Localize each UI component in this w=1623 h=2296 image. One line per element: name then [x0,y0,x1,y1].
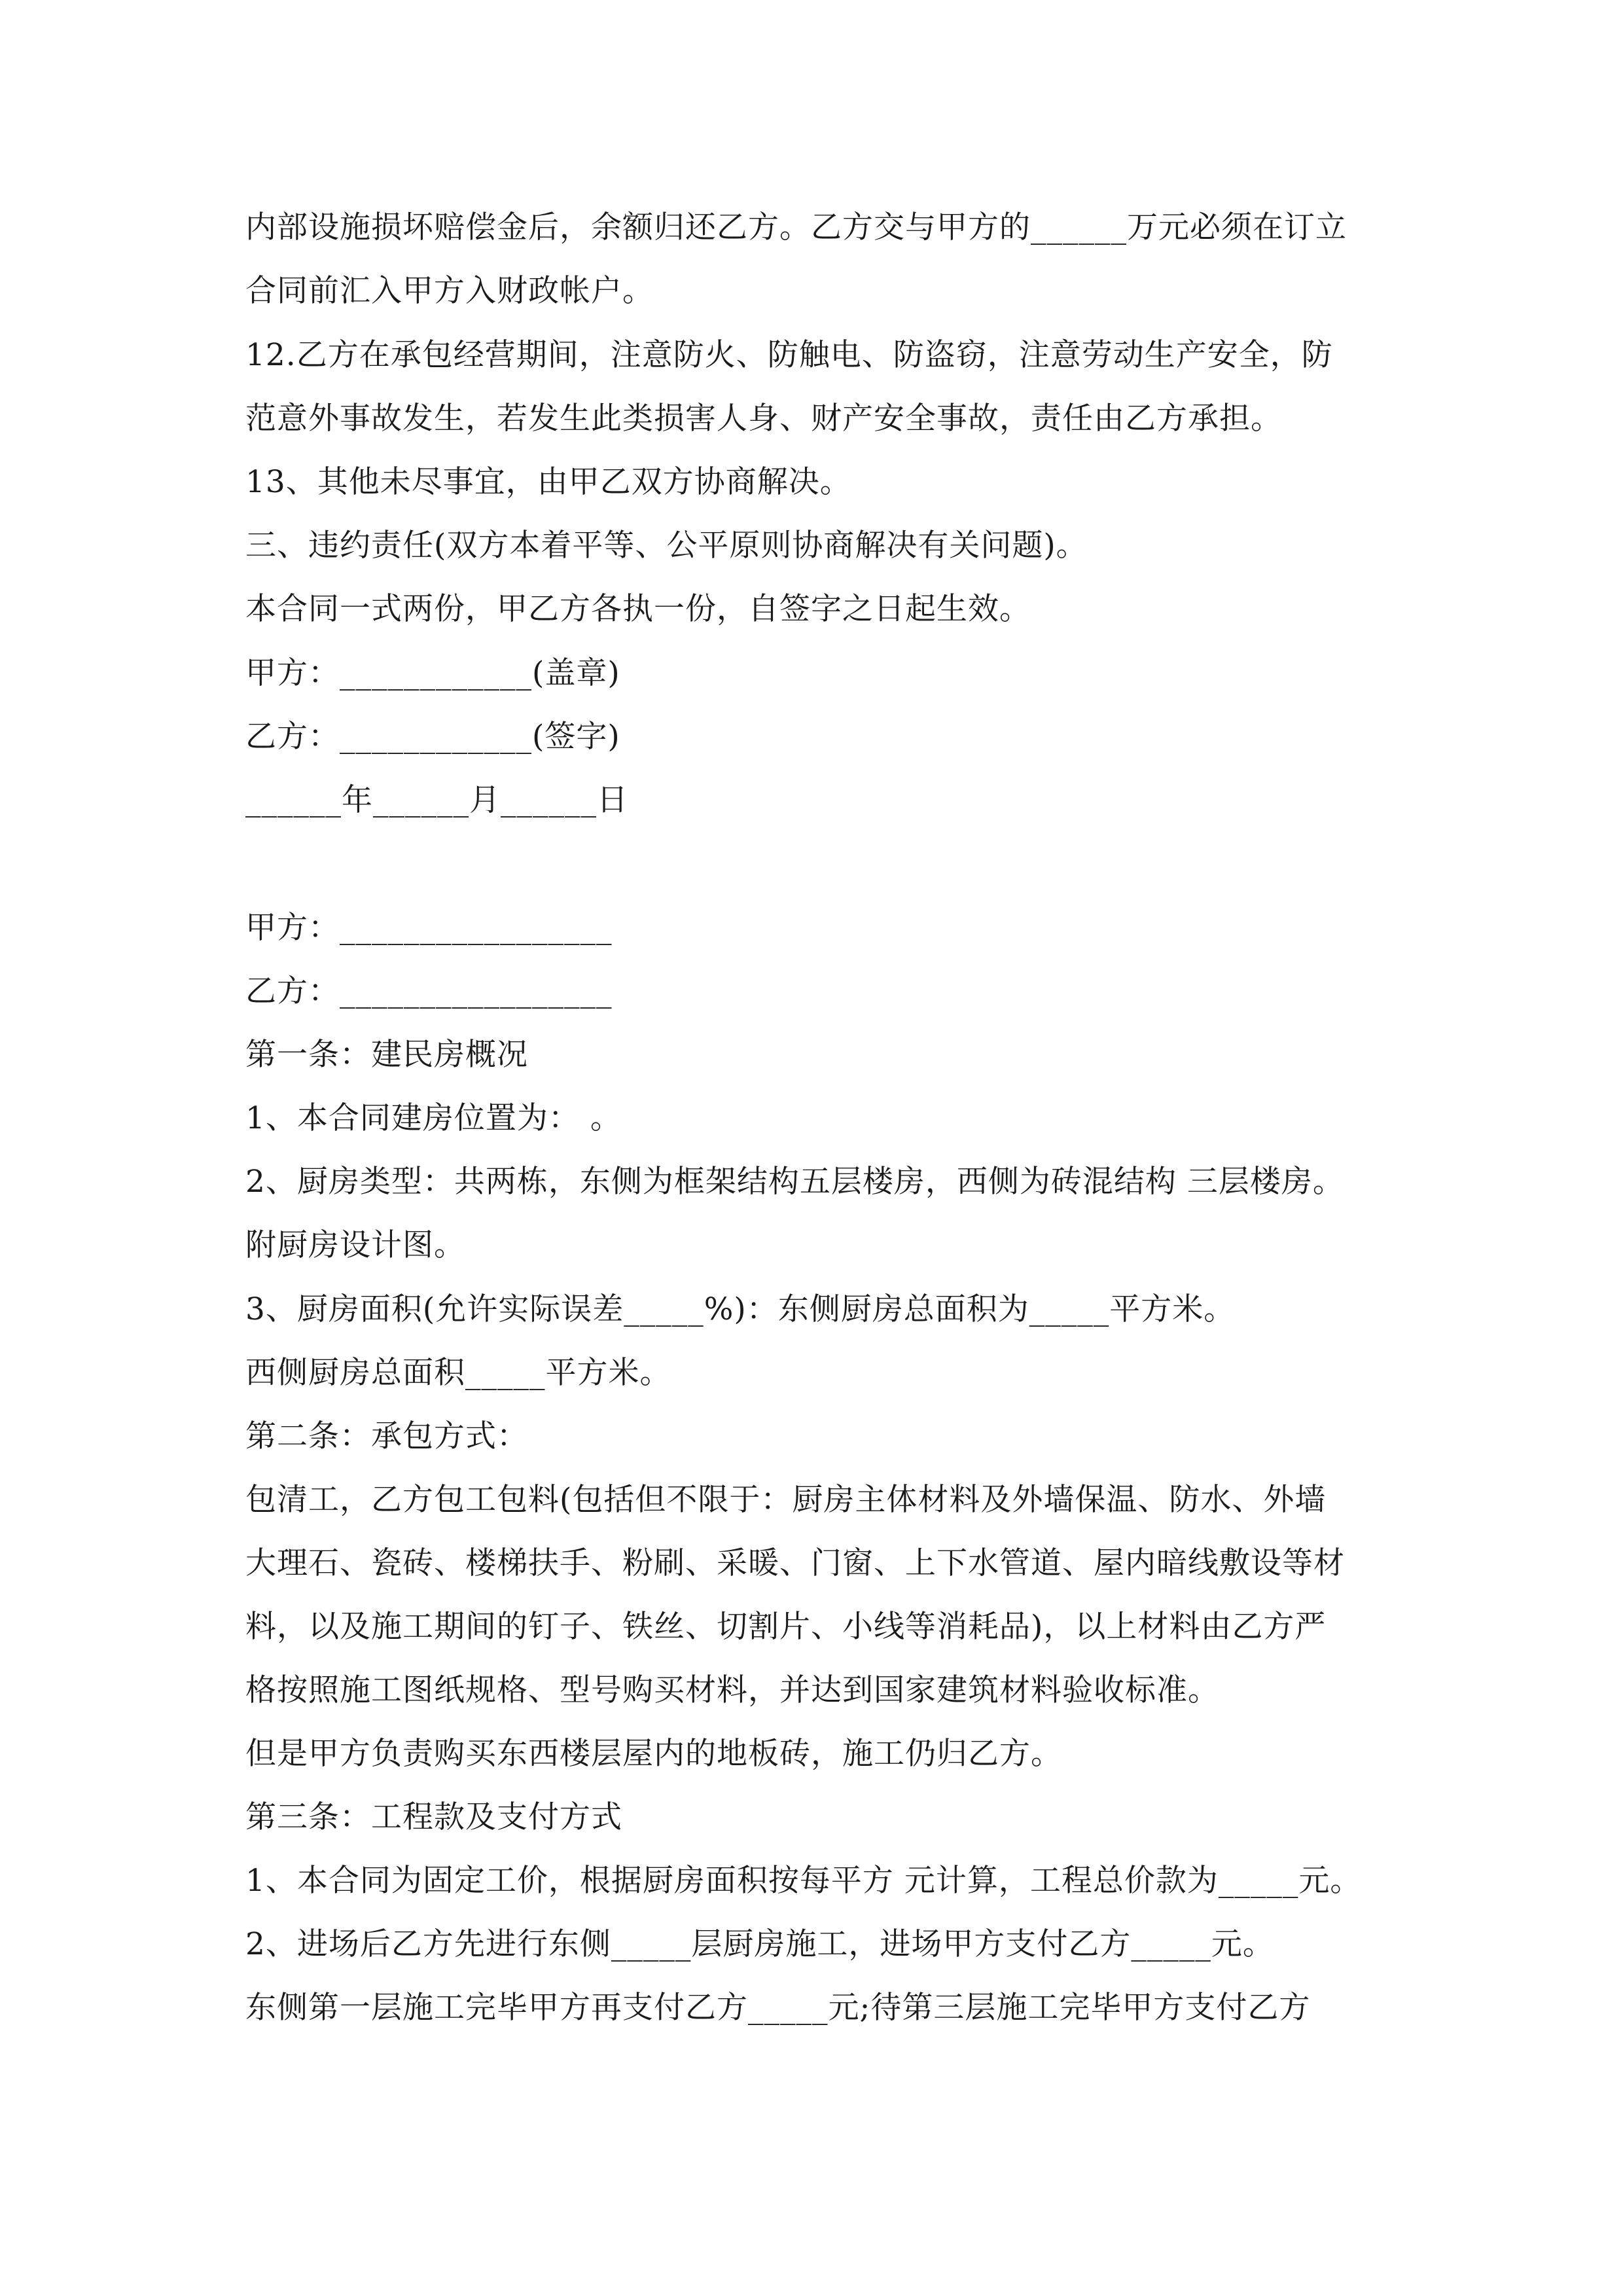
text-line: 内部设施损坏赔偿金后，余额归还乙方。乙方交与甲方的______万元必须在订立 [245,209,1347,245]
text-line: 2、进场后乙方先进行东侧_____层厨房施工，进场甲方支付乙方_____元。 [245,1926,1274,1962]
text-line: 格按照施工图纸规格、型号购买材料，并达到国家建筑材料验收标准。 [245,1672,1219,1708]
text-line: 大理石、瓷砖、楼梯扶手、粉刷、采暖、门窗、上下水管道、屋内暗线敷设等材 [245,1545,1345,1581]
section-heading: 第一条：建民房概况 [245,1037,528,1073]
text-line: 12.乙方在承包经营期间，注意防火、防触电、防盗窃，注意劳动生产安全，防 [245,337,1333,373]
text-line: 3、厨房面积(允许实际误差_____%)：东侧厨房总面积为_____平方米。 [245,1291,1236,1327]
text-line: 范意外事故发生，若发生此类损害人身、财产安全事故，责任由乙方承担。 [245,401,1282,437]
text-line: 2、厨房类型：共两栋，东侧为框架结构五层楼房，西侧为砖混结构 三层楼房。 [245,1164,1344,1200]
text-line: 东侧第一层施工完毕甲方再支付乙方_____元;待第三层施工完毕甲方支付乙方 [245,1990,1311,2026]
text-line: 三、违约责任(双方本着平等、公平原则协商解决有关问题)。 [245,528,1088,564]
date-line: ______年______月______日 [245,782,628,818]
signature-line-party-b: 乙方：____________(签字) [245,719,620,755]
text-line: 附厨房设计图。 [245,1227,465,1263]
text-line: 1、本合同为固定工价，根据厨房面积按每平方 元计算，工程总价款为_____元。 [245,1863,1362,1899]
text-line: 但是甲方负责购买东西楼层屋内的地板砖，施工仍归乙方。 [245,1736,1062,1772]
text-line: 西侧厨房总面积_____平方米。 [245,1355,671,1391]
section-heading: 第二条：承包方式： [245,1418,528,1454]
signature-line-party-a: 甲方：____________(盖章) [245,655,620,691]
text-line: 料，以及施工期间的钉子、铁丝、切割片、小线等消耗品)，以上材料由乙方严 [245,1609,1327,1645]
party-a-line: 甲方：_________________ [245,910,613,946]
text-line: 包清工，乙方包工包料(包括但不限于：厨房主体材料及外墙保温、防水、外墙 [245,1482,1327,1518]
section-heading: 第三条：工程款及支付方式 [245,1799,622,1835]
text-line: 13、其他未尽事宜，由甲乙双方协商解决。 [245,464,851,500]
text-line: 1、本合同建房位置为： 。 [245,1100,622,1136]
party-b-line: 乙方：_________________ [245,973,613,1009]
text-line: 本合同一式两份，甲乙方各执一份，自签字之日起生效。 [245,591,1031,627]
text-line: 合同前汇入甲方入财政帐户。 [245,273,654,309]
